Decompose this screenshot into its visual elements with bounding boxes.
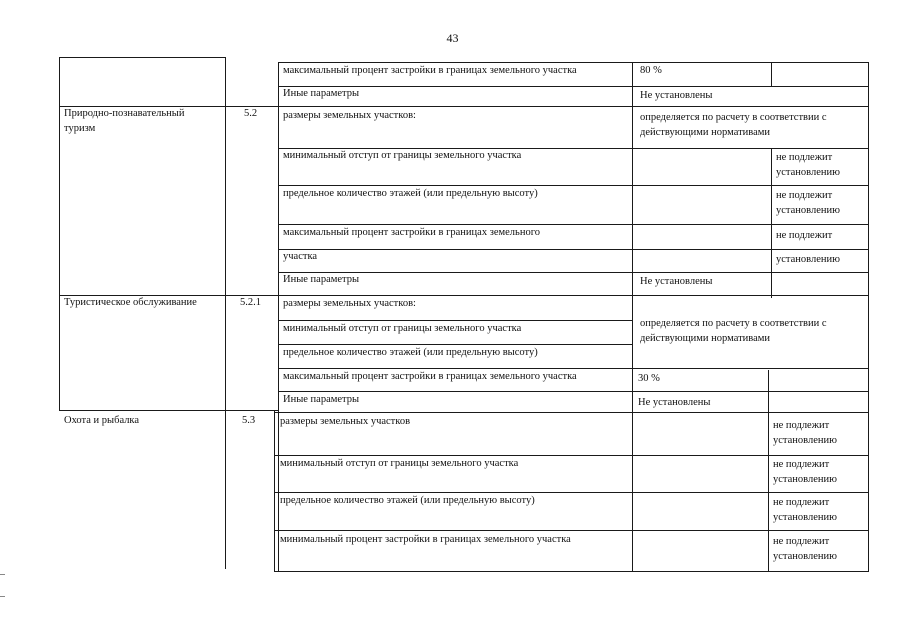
hunting-floors-param: предельное количество этажей (или предельную высоту)	[280, 495, 535, 506]
nature-floors-value: не подлежит установлению	[776, 190, 840, 216]
hunting-sizes-value: не подлежит установлению	[773, 420, 837, 446]
nature-coverage-value-line2: установлению	[776, 254, 840, 265]
row-coverage-param: максимальный процент застройки в границах земельного участка	[283, 65, 577, 76]
nature-floors-param: предельное количество этажей (или предельную высоту)	[283, 188, 538, 199]
tourist-coverage-param: максимальный процент застройки в границах земельного участка	[283, 371, 577, 382]
nature-other-param: Иные параметры	[283, 274, 360, 285]
page-number: 43	[446, 31, 459, 45]
hunting-floors-value: не подлежит установлению	[773, 497, 837, 523]
hunting-coverage-param: минимальный процент застройки в границах земельного участка	[280, 534, 571, 545]
scan-mark	[0, 596, 5, 597]
scan-mark	[0, 574, 5, 575]
hunting-coverage-value: не подлежит установлению	[773, 536, 837, 562]
nature-other-value: Не установлены	[640, 276, 713, 287]
row-other-value: Не установлены	[640, 90, 713, 101]
tourist-sizes-param: размеры земельных участков:	[283, 298, 416, 309]
row-other-param: Иные параметры	[283, 88, 360, 99]
nature-sizes-param: размеры земельных участков:	[283, 110, 416, 121]
hunting-sizes-param: размеры земельных участков	[280, 416, 411, 427]
nature-coverage-value-line1: не подлежит	[776, 230, 833, 241]
tourist-other-param: Иные параметры	[283, 394, 360, 405]
tourist-coverage-value: 30 %	[638, 373, 660, 384]
nature-setback-value: не подлежит установлению	[776, 152, 840, 178]
use-name-hunting-fishing: Охота и рыбалка	[64, 415, 140, 426]
hunting-setback-value: не подлежит установлению	[773, 459, 837, 485]
nature-coverage-param-line2: участка	[283, 251, 318, 262]
tourist-merged-value: определяется по расчету в соответствии с действующими нормативами	[640, 318, 827, 344]
nature-coverage-param-line1: максимальный процент застройки в границах земельного	[283, 227, 541, 238]
nature-setback-param: минимальный отступ от границы земельного участка	[283, 150, 522, 161]
tourist-other-value: Не установлены	[638, 397, 711, 408]
row-coverage-value: 80 %	[640, 65, 662, 76]
use-code-hunting-fishing: 5.3	[242, 415, 256, 426]
hunting-setback-param: минимальный отступ от границы земельного участка	[280, 458, 519, 469]
use-code-nature-tourism: 5.2	[244, 108, 258, 119]
use-name-nature-tourism: Природно-познавательный туризм	[64, 108, 185, 134]
nature-sizes-value: определяется по расчету в соответствии с действующими нормативами	[640, 112, 827, 138]
tourist-floors-param: предельное количество этажей (или предельную высоту)	[283, 347, 538, 358]
use-code-tourist-service: 5.2.1	[240, 297, 261, 308]
use-name-tourist-service: Туристическое обслуживание	[64, 297, 197, 308]
tourist-setback-param: минимальный отступ от границы земельного участка	[283, 323, 522, 334]
